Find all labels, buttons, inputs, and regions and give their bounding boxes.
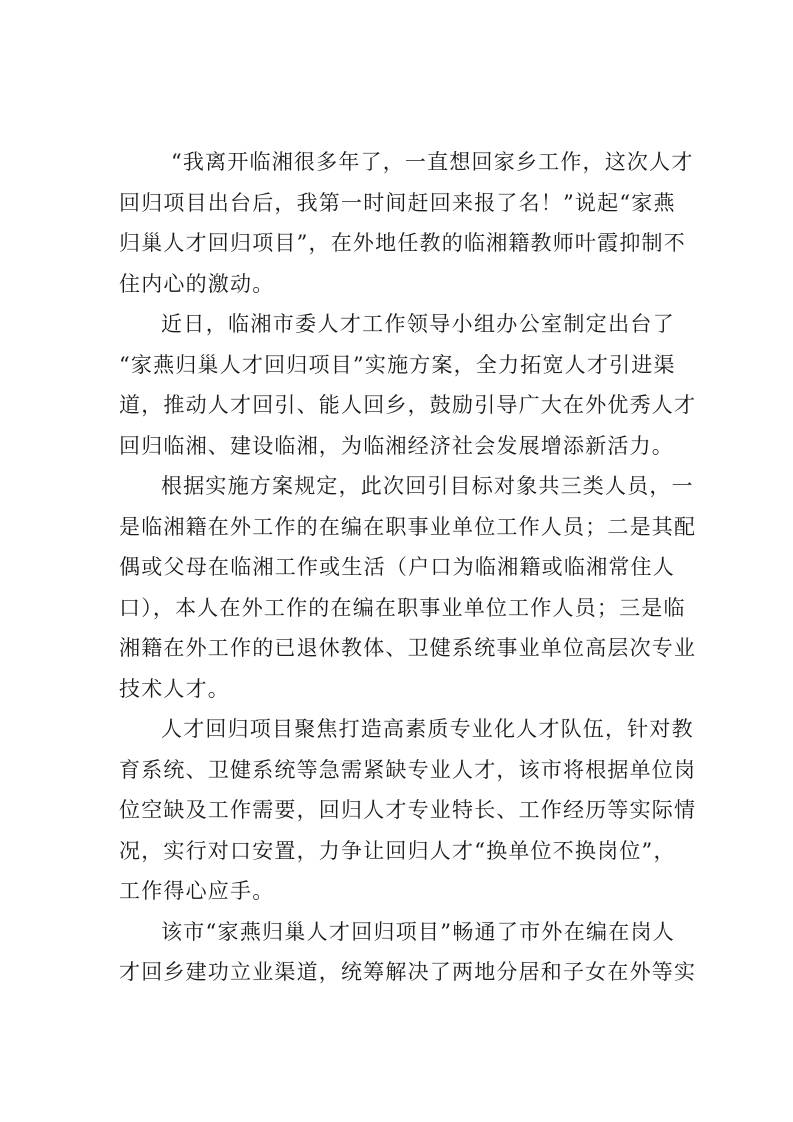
text-line: 回归项目出台后，我第一时间赶回来报了名！”说起“家燕 (119, 190, 676, 215)
text-line: 湘籍在外工作的已退休教体、卫健系统事业单位高层次专业 (119, 636, 697, 660)
text-line: 况，实行对口安置，力争让回归人才“换单位不换岗位”， (119, 838, 676, 863)
text-line: 位空缺及工作需要，回归人才专业特长、工作经历等实际情 (119, 798, 697, 822)
text-line: 回归临湘、建设临湘，为临湘经济社会发展增添新活力。 (119, 433, 674, 458)
text-line: 偶或父母在临湘工作或生活（户口为临湘籍或临湘常住人 (119, 555, 675, 579)
paragraph-1 (119, 142, 694, 304)
text-line: 口），本人在外工作的在编在职事业单位工作人员；三是临 (119, 595, 686, 620)
text-line: 才回乡建功立业渠道，统筹解决了两地分居和子女在外等实 (119, 960, 697, 984)
text-line: 根据实施方案规定，此次回引目标对象共三类人员，一 (161, 474, 694, 498)
text-line: 住内心的激动。 (119, 271, 275, 296)
text-line: 人才回归项目聚焦打造高素质专业化人才队伍，针对教 (161, 717, 694, 741)
text-line: 道，推动人才回引、能人回乡，鼓励引导广大在外优秀人才 (119, 393, 697, 417)
text-line: 工作得心应手。 (119, 879, 275, 903)
text-line: 该市“家燕归巢人才回归项目”畅通了市外在编在岗人 (161, 919, 675, 944)
paragraph-3 (119, 466, 697, 709)
paragraph-5 (119, 912, 697, 993)
paragraph-4 (119, 709, 697, 912)
text-line: 技术人才。 (119, 676, 230, 701)
text-line: 是临湘籍在外工作的在编在职事业单位工作人员；二是其配 (119, 514, 697, 539)
text-line: 育系统、卫健系统等急需紧缺专业人才，该市将根据单位岗 (119, 757, 697, 782)
text-line: 归巢人才回归项目”，在外地任教的临湘籍教师叶霞抑制不 (119, 231, 686, 255)
text-line: 近日，临湘市委人才工作领导小组办公室制定出台了 (161, 312, 675, 336)
paragraph-2 (119, 304, 697, 466)
article-body (119, 142, 697, 993)
text-line: “家燕归巢人才回归项目”实施方案，全力拓宽人才引进渠 (119, 352, 676, 377)
text-line: “我离开临湘很多年了，一直想回家乡工作，这次人才 (171, 150, 694, 174)
